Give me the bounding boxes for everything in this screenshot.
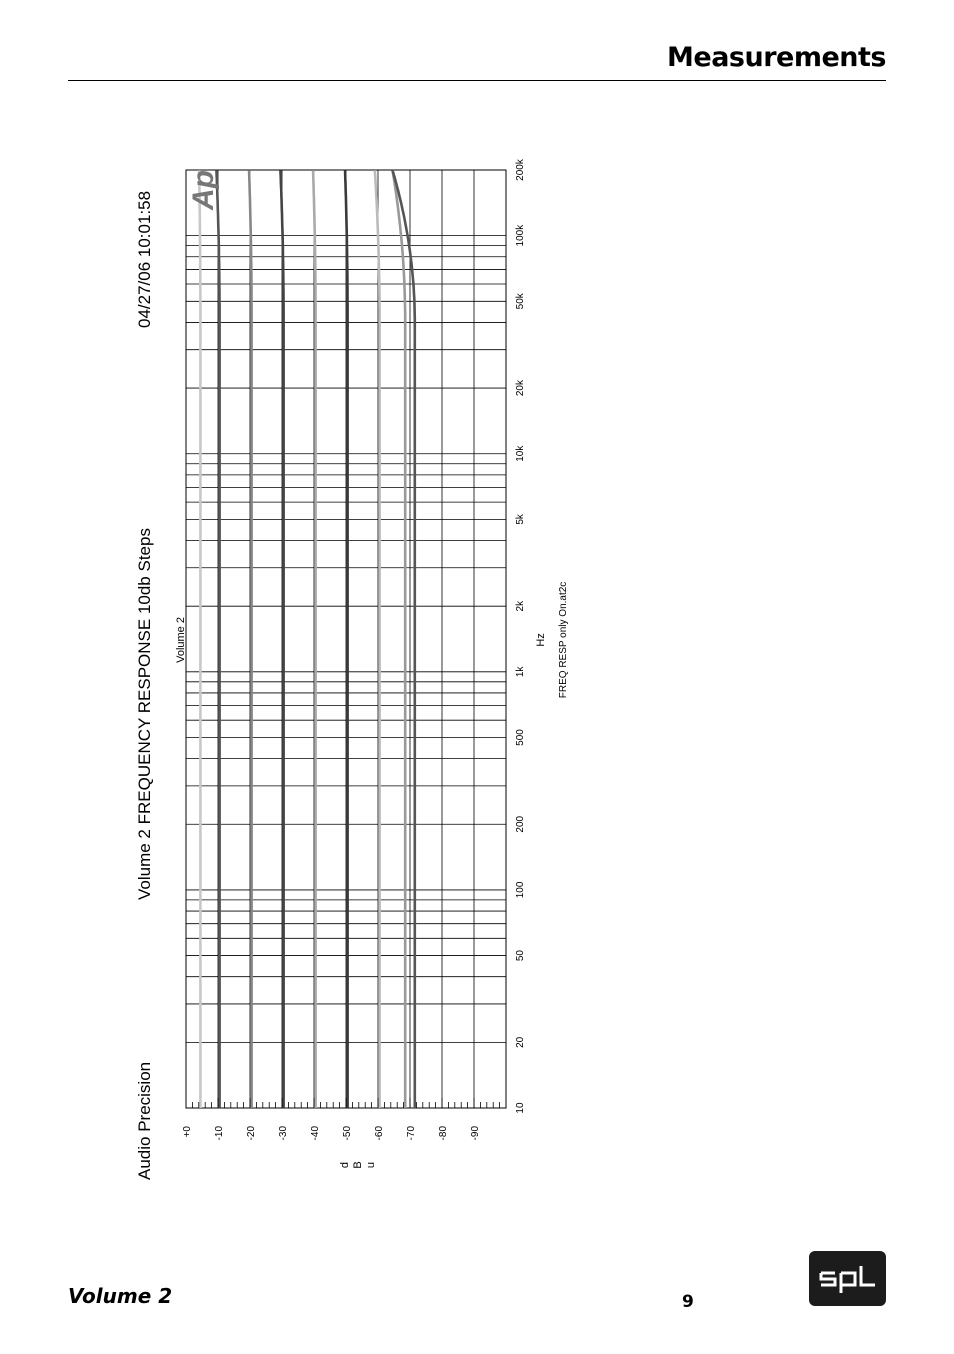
ap-logo-mark: Ap (187, 170, 220, 210)
y-axis-label-letter: d (339, 1161, 351, 1169)
chart-title: Volume 2 FREQUENCY RESPONSE 10db Steps (135, 528, 154, 900)
y-tick-label: -80 (438, 1126, 449, 1141)
x-axis-label: Hz (535, 633, 547, 647)
page-title: Measurements (667, 42, 886, 73)
series-line (393, 170, 415, 1108)
x-tick-label: 2k (515, 600, 526, 612)
chart-timestamp: 04/27/06 10:01:58 (135, 190, 154, 328)
y-tick-label: -90 (470, 1126, 481, 1141)
spl-logo (809, 1251, 886, 1306)
y-tick-label: -60 (374, 1126, 385, 1141)
y-tick-label: -20 (246, 1126, 257, 1141)
y-axis-label-letter: B (352, 1161, 364, 1169)
x-tick-label: 200k (515, 159, 526, 181)
y-tick-label: -30 (278, 1126, 289, 1141)
series-line (375, 170, 380, 1108)
file-note: FREQ RESP only On.at2c (558, 581, 569, 699)
series-line (393, 170, 406, 1108)
y-tick-label: -50 (342, 1126, 353, 1141)
y-tick-label: -70 (406, 1126, 417, 1141)
series-line (345, 170, 348, 1108)
chart-series (199, 170, 415, 1108)
y-axis-label (339, 1161, 377, 1168)
x-tick-label: 50k (515, 293, 526, 310)
series-line (313, 170, 316, 1108)
x-tick-label: 5k (515, 514, 526, 525)
chart-header (135, 191, 154, 1180)
x-tick-label: 200 (515, 815, 526, 833)
chart-header-left: Audio Precision (135, 1061, 154, 1180)
y-tick-label: -10 (214, 1126, 225, 1141)
x-tick-label: 1k (515, 666, 526, 678)
page-number: 9 (682, 1292, 694, 1312)
x-tick-label: 100 (515, 881, 526, 899)
series-line (199, 170, 200, 1108)
x-tick-label: 100k (515, 224, 526, 247)
legend-label: Volume 2 (175, 617, 187, 663)
y-tick-label: -40 (310, 1126, 321, 1141)
y-axis-label-letter: u (365, 1161, 377, 1169)
x-tick-label: 50 (515, 950, 526, 962)
section-label: Volume 2 (68, 1284, 173, 1308)
x-tick-label: 500 (515, 729, 526, 746)
x-tick-label: 10 (515, 1102, 526, 1114)
series-line (249, 170, 252, 1108)
y-tick-label: +0 (182, 1126, 193, 1138)
x-tick-label: 10k (515, 445, 526, 462)
x-tick-label: 20 (515, 1036, 526, 1048)
x-tick-label: 20k (515, 380, 526, 397)
chart-grid (186, 170, 506, 1108)
